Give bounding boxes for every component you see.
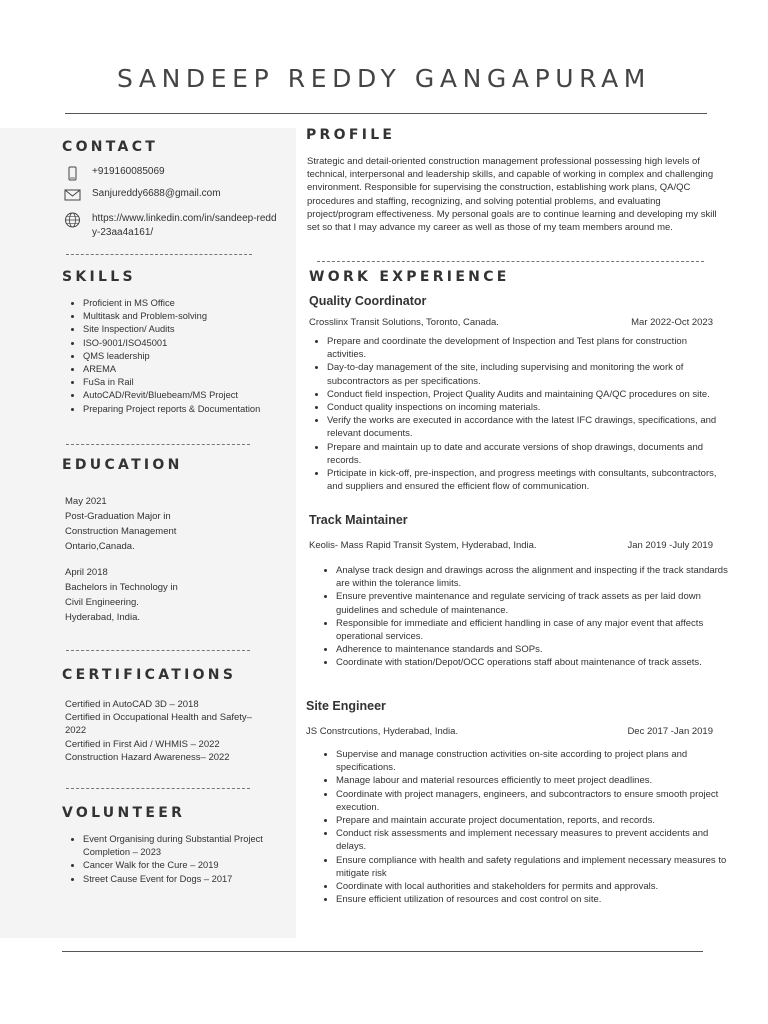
contact-email	[64, 188, 221, 202]
duty-item: • Coordinate with local authorities and stakeholders for permits and approvals.	[336, 880, 731, 893]
volunteer-list	[65, 833, 278, 886]
globe-icon	[64, 212, 82, 228]
certification-item: Certified in First Aid / WHMIS – 2022	[65, 738, 220, 750]
skill-item: • FuSa in Rail	[83, 376, 303, 389]
job-duties-list	[309, 335, 722, 493]
education-date: May 2021	[65, 496, 107, 507]
certifications-divider	[66, 788, 250, 789]
bottom-divider	[62, 951, 703, 952]
duty-item: • Ensure efficient utilization of resources and cost control on site.	[336, 893, 731, 906]
duty-item: • Prepare and maintain up to date and accurate versions of shop drawings, documents and records.	[327, 441, 722, 467]
job-title-quality-coordinator: Quality Coordinator	[309, 294, 427, 308]
education-date: April 2018	[65, 567, 108, 578]
education-field: Civil Engineering.	[65, 597, 139, 608]
skill-item: • Site Inspection/ Audits	[83, 323, 303, 336]
education-heading: EDUCATION	[62, 457, 183, 473]
job-dates: Dec 2017 -Jan 2019	[627, 726, 713, 737]
volunteer-item: • Street Cause Event for Dogs – 2017	[83, 873, 278, 886]
volunteer-item: • Cancer Walk for the Cure – 2019	[83, 859, 278, 872]
duty-item: • Responsible for immediate and efficient handling in case of any major event that affects operational services.	[336, 617, 731, 643]
duty-item: • Prticipate in kick-off, pre-inspection, and progress meetings with consultants, subcontractors, and suppliers and ensured the efficient flow of communication.	[327, 467, 722, 493]
duty-item: • Analyse track design and drawings across the alignment and inspecting if the track standards are within the tolerance limits.	[336, 564, 731, 590]
duty-item: • Prepare and coordinate the development of Inspection and Test plans for construction activities.	[327, 335, 722, 361]
profile-summary: Strategic and detail-oriented construction management professional possessing high levels of technical, interpersonal and leadership skills, and capable of working in complex and challenging environment. Responsible for supervising the construction, establishing work plans, QA/QC procedures and staffing, recognizing, and solving potential problems, and evaluating project/program effectiveness. My personal goals are to continue learning and developing my skill set so that I may advance my career as well as those of my team members around me.	[307, 156, 717, 234]
duty-item: • Ensure preventive maintenance and regulate servicing of track assets as per laid down guidelines and schedule of maintenance.	[336, 590, 731, 616]
candidate-name: SANDEEP REDDY GANGAPURAM	[117, 64, 651, 93]
education-degree: Post-Graduation Major in	[65, 511, 171, 522]
duty-item: • Conduct field inspection, Project Quality Audits and maintaining QA/QC procedures on site.	[327, 388, 722, 401]
envelope-icon	[64, 188, 82, 202]
duty-item: • Day-to-day management of the site, including supervising and monitoring the work of subcontractors as per specifications.	[327, 361, 722, 387]
duty-item: • Adherence to maintenance standards and SOPs.	[336, 643, 731, 656]
education-location: Ontario,Canada.	[65, 541, 135, 552]
education-location: Hyderabad, India.	[65, 612, 140, 623]
job-meta	[309, 317, 713, 328]
job-company: JS Constrcutions, Hyderabad, India.	[306, 726, 459, 737]
job-title-site-engineer: Site Engineer	[306, 699, 386, 713]
education-field: Construction Management	[65, 526, 177, 537]
skill-item: • QMS leadership	[83, 350, 303, 363]
job-meta	[309, 540, 713, 551]
email-link[interactable]: Sanjureddy6688@gmail.com	[92, 188, 221, 199]
skill-item: • Multitask and Problem-solving	[83, 310, 303, 323]
certifications-heading: CERTIFICATIONS	[62, 667, 237, 683]
job-duties-list	[318, 748, 731, 906]
job-dates: Mar 2022-Oct 2023	[631, 317, 713, 328]
phone-text: +919160085069	[92, 166, 165, 177]
contact-phone	[64, 166, 165, 180]
work-experience-heading: WORK EXPERIENCE	[309, 269, 510, 285]
linkedin-link[interactable]: https://www.linkedin.com/in/sandeep-reddy-23aa4a161/	[92, 213, 277, 238]
duty-item: • Verify the works are executed in accordance with the latest IFC drawings, specifications, and relevant documents.	[327, 414, 722, 440]
phone-icon	[64, 166, 82, 180]
contact-divider	[66, 254, 252, 255]
job-company: Crosslinx Transit Solutions, Toronto, Canada.	[309, 317, 499, 328]
job-dates: Jan 2019 -July 2019	[627, 540, 713, 551]
education-entry-btech	[65, 565, 265, 625]
job-duties-list	[318, 564, 731, 670]
top-divider	[65, 113, 707, 114]
profile-heading: PROFILE	[306, 127, 396, 143]
duty-item: • Prepare and maintain accurate project documentation, reports, and records.	[336, 814, 731, 827]
duty-item: • Coordinate with project managers, engineers, and subcontractors to ensure smooth project execution.	[336, 788, 731, 814]
duty-item: • Ensure compliance with health and safety regulations and implement necessary measures to mitigate risk	[336, 854, 731, 880]
volunteer-item: • Event Organising during Substantial Project Completion – 2023	[83, 833, 278, 859]
skill-item: • Proficient in MS Office	[83, 297, 303, 310]
duty-item: • Conduct quality inspections on incoming materials.	[327, 401, 722, 414]
duty-item: • Conduct risk assessments and implement necessary measures to prevent accidents and delays.	[336, 827, 731, 853]
duty-item: • Coordinate with station/Depot/OCC operations staff about maintenance of track assets.	[336, 656, 731, 669]
skills-divider	[66, 444, 250, 445]
education-degree: Bachelors in Technology in	[65, 582, 178, 593]
job-company: Keolis- Mass Rapid Transit System, Hyderabad, India.	[309, 540, 537, 551]
skills-list	[65, 297, 303, 416]
contact-heading: CONTACT	[62, 139, 159, 155]
certification-item: Certified in AutoCAD 3D – 2018	[65, 699, 199, 710]
education-divider	[66, 650, 250, 651]
skill-item: • Preparing Project reports & Documentation	[83, 403, 303, 416]
skill-item: • ISO-9001/ISO45001	[83, 337, 303, 350]
contact-linkedin	[64, 212, 279, 239]
job-meta	[306, 726, 713, 737]
education-entry-pg	[65, 494, 265, 554]
volunteer-heading: VOLUNTEER	[62, 805, 186, 821]
skills-heading: SKILLS	[62, 269, 136, 285]
certification-item: Construction Hazard Awareness– 2022	[65, 751, 230, 763]
certification-item: Certified in Occupational Health and Safety– 2022	[65, 712, 252, 737]
duty-item: • Supervise and manage construction activities on-site according to project plans and specifications.	[336, 748, 731, 774]
job-title-track-maintainer: Track Maintainer	[309, 513, 408, 527]
profile-divider	[317, 261, 704, 262]
duty-item: • Manage labour and material resources efficiently to meet project deadlines.	[336, 774, 731, 787]
certifications-list	[65, 698, 265, 764]
skill-item: • AutoCAD/Revit/Bluebeam/MS Project	[83, 389, 303, 402]
skill-item: • AREMA	[83, 363, 303, 376]
